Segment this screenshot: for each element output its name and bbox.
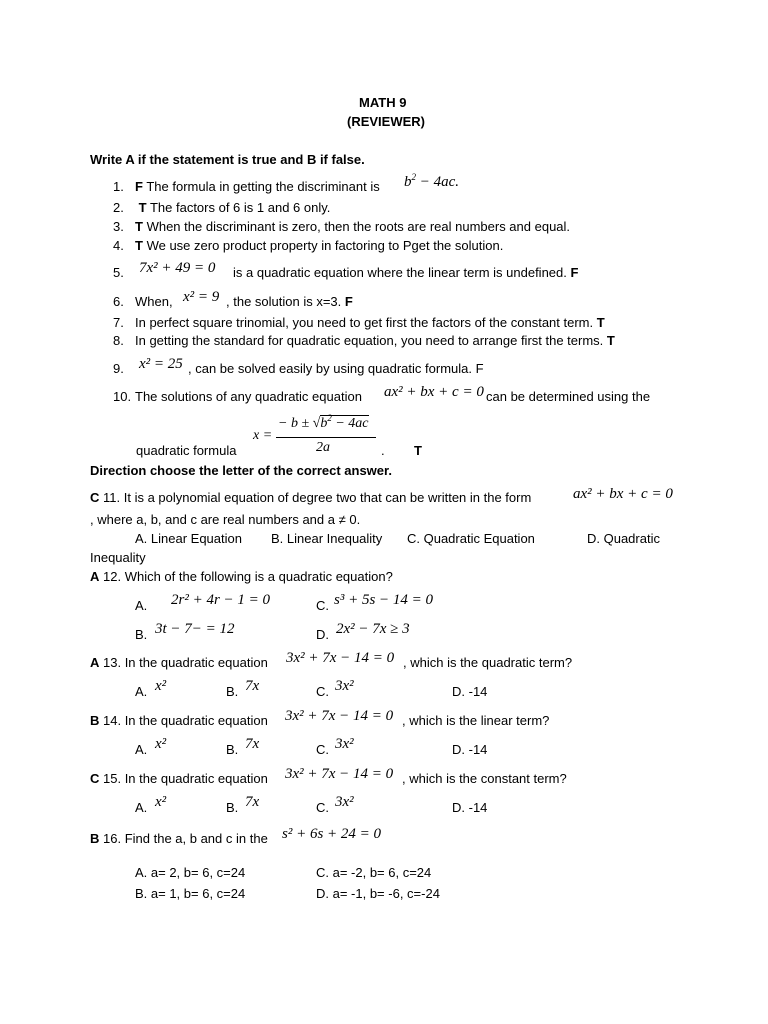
fraction-bar [276, 437, 376, 438]
list-item-1: 1. F The formula in getting the discriminant is [113, 179, 380, 194]
question-14: B 14. In the quadratic equation [90, 713, 268, 728]
section1-instruction: Write A if the statement is true and B if false. [90, 152, 365, 167]
q12-label-a: A. [135, 598, 148, 613]
q13-option-a: x² [155, 678, 167, 694]
list-item-7: 7. In perfect square trinomial, you need to get first the factors of the constant term. T [113, 315, 605, 330]
question-11: C 11. It is a polynomial equation of degree two that can be written in the form [90, 490, 532, 505]
q15-label-b: B. [226, 800, 239, 815]
math-q13: 3x² + 7x − 14 = 0 [286, 650, 395, 666]
question-13: A 13. In the quadratic equation [90, 655, 268, 670]
math-item-10: ax² + bx + c = 0 [384, 384, 484, 400]
list-item-2: 2. T The factors of 6 is 1 and 6 only. [113, 200, 331, 215]
math-q11: ax² + bx + c = 0 [573, 486, 673, 502]
q12-option-c: s³ + 5s − 14 = 0 [334, 592, 434, 608]
q12-label-b: B. [135, 627, 148, 642]
q13-option-c: 3x² [335, 678, 354, 694]
question-15-text2: , which is the constant term? [402, 771, 567, 786]
q14-option-d: D. -14 [452, 742, 488, 757]
list-item-5: 5. [113, 265, 124, 280]
q15-option-c: 3x² [335, 794, 354, 810]
q14-option-a: x² [155, 736, 167, 752]
q12-label-d: D. [316, 627, 329, 642]
q15-label-c: C. [316, 800, 329, 815]
item-10-text: can be determined using the [486, 389, 651, 404]
question-14-text2: , which is the linear term? [402, 713, 550, 728]
q12-option-b: 3t − 7− = 12 [155, 621, 235, 637]
math-item-9: x² = 25 [139, 356, 183, 372]
q16-option-a: A. a= 2, b= 6, c=24 [135, 865, 246, 880]
discriminant-formula: $b^2 - 4ac$. [404, 172, 460, 190]
item-6-text: , the solution is x=3. F [226, 294, 353, 309]
section2-instruction: Direction choose the letter of the correct answer. [90, 463, 392, 478]
question-13-text2: , which is the quadratic term? [403, 655, 573, 670]
q11-option-d-wrap: Inequality [90, 550, 146, 565]
q16-option-b: B. a= 1, b= 6, c=24 [135, 886, 246, 901]
question-15: C 15. In the quadratic equation [90, 771, 268, 786]
item-5-text: is a quadratic equation where the linear term is undefined. F [233, 265, 579, 280]
q14-option-b: 7x [245, 736, 260, 752]
list-item-6: 6. When, [113, 294, 173, 309]
q13-label-b: B. [226, 684, 239, 699]
list-item-9: 9. [113, 361, 124, 376]
q11-option-c: C. Quadratic Equation [407, 531, 535, 546]
q14-label-b: B. [226, 742, 239, 757]
item-10-text2: quadratic formula [136, 443, 237, 458]
math-q15: 3x² + 7x − 14 = 0 [285, 766, 394, 782]
formula-x: x = [253, 428, 273, 443]
q15-option-a: x² [155, 794, 167, 810]
page-subtitle: (REVIEWER) [347, 114, 425, 129]
item-9-text: , can be solved easily by using quadratic formula. F [188, 361, 484, 376]
math-item-5: 7x² + 49 = 0 [139, 260, 216, 276]
math-q16: s² + 6s + 24 = 0 [282, 826, 382, 842]
question-12: A 12. Which of the following is a quadratic equation? [90, 569, 393, 584]
q11-option-a: A. Linear Equation [135, 531, 242, 546]
q15-option-b: 7x [245, 794, 260, 810]
q12-option-d: 2x² − 7x ≥ 3 [336, 621, 410, 637]
q14-label-c: C. [316, 742, 329, 757]
math-item-6: x² = 9 [183, 289, 220, 305]
list-item-3: 3. T When the discriminant is zero, then the roots are real numbers and equal. [113, 219, 571, 234]
q15-option-d: D. -14 [452, 800, 488, 815]
list-item-4: 4. T We use zero product property in factoring to Pget the solution. [113, 238, 504, 253]
question-11-text2: , where a, b, and c are real numbers and a ≠ 0. [90, 512, 361, 527]
list-item-8: 8. In getting the standard for quadratic equation, you need to arrange first the terms. T [113, 333, 615, 348]
formula-numerator: − $b \pm √b^2 - 4ac$ [278, 413, 369, 431]
q13-option-b: 7x [245, 678, 260, 694]
page-title: MATH 9 [359, 95, 407, 110]
list-item-10: 10. The solutions of any quadratic equation [113, 389, 362, 404]
q12-label-c: C. [316, 598, 329, 613]
item-10-dot: . [381, 443, 385, 458]
q13-label-c: C. [316, 684, 329, 699]
q15-label-a: A. [135, 800, 148, 815]
q11-option-d: D. Quadratic [587, 531, 660, 546]
q13-label-a: A. [135, 684, 148, 699]
math-q14: 3x² + 7x − 14 = 0 [285, 708, 394, 724]
q14-option-c: 3x² [335, 736, 354, 752]
q13-option-d: D. -14 [452, 684, 488, 699]
q12-option-a: 2r² + 4r − 1 = 0 [171, 592, 271, 608]
q11-option-b: B. Linear Inequality [271, 531, 383, 546]
item-10-answer: T [414, 443, 422, 458]
formula-denominator: 2a [316, 440, 330, 455]
q16-option-c: C. a= -2, b= 6, c=24 [316, 865, 432, 880]
q16-option-d: D. a= -1, b= -6, c=-24 [316, 886, 440, 901]
question-16: B 16. Find the a, b and c in the [90, 831, 268, 846]
q14-label-a: A. [135, 742, 148, 757]
